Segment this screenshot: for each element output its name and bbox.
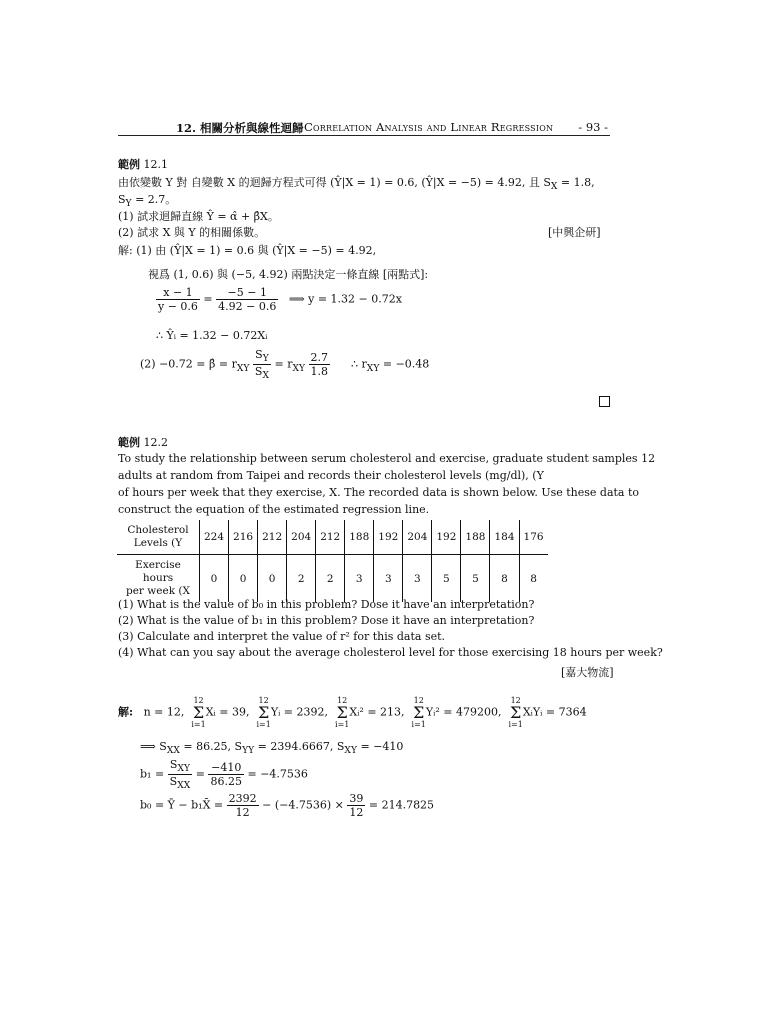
table-cell: 204 — [403, 520, 432, 555]
question-3: (3) Calculate and interpret the value of r² for this data set. — [118, 630, 446, 643]
sum-icon: 12 Σ i=1 — [411, 696, 426, 729]
chapter-title: 12. 相關分析與線性迴歸 — [176, 121, 304, 135]
data-table — [117, 520, 548, 602]
header-rule — [118, 135, 610, 136]
table-cell: 5 — [432, 555, 461, 603]
table-cell: 3 — [374, 555, 403, 603]
table-cell: 2 — [316, 555, 345, 603]
sums-line: 解: n = 12, 12 Σ i=1Xᵢ = 39, 12 Σ i=1Yᵢ = 2392, 12 Σ i=1Xᵢ² = 213, 12 Σ i=1Yᵢ² = 479200, 12 Σ i=1XᵢYᵢ = 7364 — [118, 696, 587, 729]
solution-line: 視爲 (1, 0.6) 與 (−5, 4.92) 兩點決定一條直線 [兩點式]: — [148, 268, 429, 281]
end-of-proof-icon — [599, 396, 610, 407]
question-1: (1) What is the value of b₀ in this problem? Dose it have an interpretation? — [118, 598, 535, 611]
solution-line: ∴ Ŷᵢ = 1.32 − 0.72Xᵢ — [156, 329, 268, 342]
question-4: (4) What can you say about the average cholesterol level for those exercising 18 hours per week? — [118, 646, 663, 659]
table-row — [117, 520, 548, 555]
sum-icon: 12 Σ i=1 — [335, 696, 350, 729]
example-heading: 範例 12.1 — [118, 158, 168, 171]
example-text: $S_Y = 2.7$。 — [118, 193, 177, 210]
question-1: (1) 試求迴歸直線 Ŷ = α̂ + β̂X。 — [118, 210, 279, 223]
table-cell: 176 — [519, 520, 548, 555]
example-text: adults at random from Taipei and records their cholesterol levels (mg/dl), (Y — [118, 469, 544, 482]
equation: (2) −0.72 = β̂ = $r_{XY}$ $\frac{S_Y}{S_X}$ = $r_{XY}$ $\frac{2.7}{1.8}$ ∴ $r_{XY} = -0.48$ — [140, 348, 430, 382]
equation: b₀ = Ȳ − b₁X̄ = $\frac{2392}{12}$ − (−4.7536) × $\frac{39}{12}$ = 214.7825 — [140, 792, 435, 819]
source-tag: [嘉大物流] — [561, 666, 614, 679]
table-cell: 188 — [461, 520, 490, 555]
page-number: - 93 - — [578, 120, 608, 134]
example-text: of hours per week that they exercise, X. The recorded data is shown below. Use these data to — [118, 486, 640, 499]
table-cell: 192 — [432, 520, 461, 555]
table-cell: 5 — [461, 555, 490, 603]
table-cell: 184 — [490, 520, 519, 555]
table-row — [117, 555, 548, 603]
table-cell: 212 — [258, 520, 287, 555]
table-cell: 3 — [345, 555, 374, 603]
example-text: construct the equation of the estimated regression line. — [118, 503, 430, 516]
table-cell: 0 — [229, 555, 258, 603]
table-cell: 3 — [403, 555, 432, 603]
table-row-label: Cholesterol Levels (Y — [117, 520, 200, 555]
example-heading: 範例 12.2 — [118, 436, 168, 449]
sum-icon: 12 Σ i=1 — [191, 696, 206, 729]
sum-icon: 12 Σ i=1 — [508, 696, 523, 729]
table-cell: 212 — [316, 520, 345, 555]
sum-icon: 12 Σ i=1 — [256, 696, 271, 729]
example-text: 由依變數 Y 對 自變數 X 的迴歸方程式可得 (Ŷ|X = 1) = 0.6, (Ŷ|X = −5) = 4.92, 且 $S_X = 1.8$, — [118, 176, 595, 193]
table-cell: 2 — [287, 555, 316, 603]
solution-line: 解: (1) 由 (Ŷ|X = 1) = 0.6 與 (Ŷ|X = −5) = 4.92, — [118, 244, 377, 257]
solution-line: ⟹ $S_{XX} = 86.25$, $S_{YY} = 2394.6667$, $S_{XY} = -410$ — [140, 740, 404, 757]
table-cell: 192 — [374, 520, 403, 555]
example-text: To study the relationship between serum cholesterol and exercise, graduate student samples 12 — [118, 452, 656, 465]
table-cell: 188 — [345, 520, 374, 555]
table-cell: 204 — [287, 520, 316, 555]
source-tag: [中興企研] — [548, 226, 601, 239]
table-cell: 224 — [200, 520, 229, 555]
table-cell: 8 — [490, 555, 519, 603]
question-2: (2) What is the value of b₁ in this problem? Dose it have an interpretation? — [118, 614, 535, 627]
equation: b₁ = $\frac{S_{XY}}{S_{XX}}$ = $\frac{-410}{86.25}$ = −4.7536 — [140, 758, 308, 792]
table-cell: 8 — [530, 572, 537, 585]
table-cell: 216 — [229, 520, 258, 555]
chapter-title-en: Correlation Analysis and Linear Regression — [304, 120, 554, 134]
table-row-label: Exercise hours per week (X — [117, 555, 200, 603]
table-cell: 0 — [258, 555, 287, 603]
question-2: (2) 試求 X 與 Y 的相關係數。 — [118, 226, 266, 239]
equation: $\frac{x - 1}{y - 0.6}$ = $\frac{-5 - 1}{4.92 - 0.6}$ ⟹ y = 1.32 − 0.72x — [158, 286, 402, 313]
table-cell: 0 — [200, 555, 229, 603]
